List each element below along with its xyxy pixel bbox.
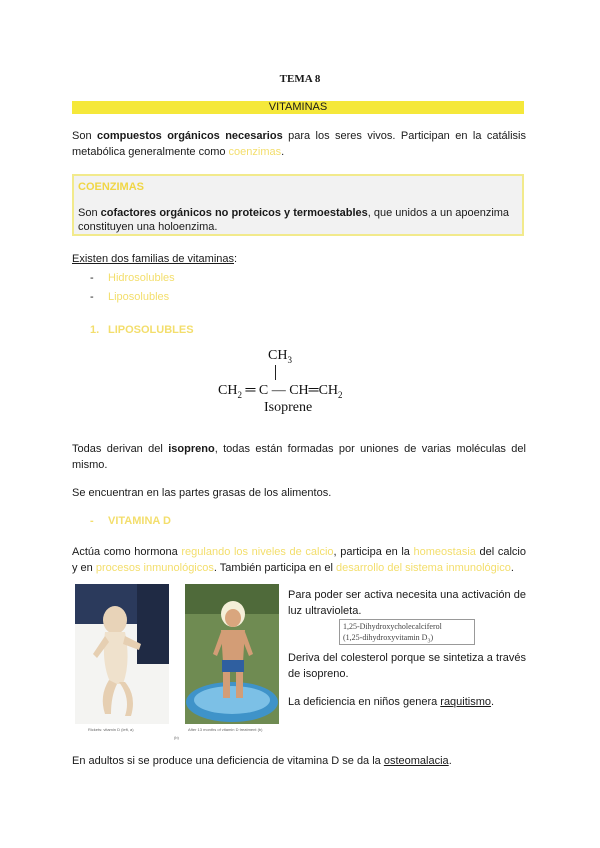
vitamin-d-paragraph: Actúa como hormona regulando los niveles de calcio, participa en la homeostasia del calcio y en procesos inmunológicos. También participa en el desarrollo del sistema inmunológico.	[72, 546, 526, 574]
fat-paragraph: Se encuentran en las partes grasas de los alimentos.	[72, 487, 332, 499]
uv-activation-text: Para poder ser activa necesita una activación de luz ultravioleta.	[288, 589, 526, 617]
intro-paragraph: Son compuestos orgánicos necesarios para los seres vivos. Participan en la catálisis metabólica generalmente como coenzimas.	[72, 130, 526, 158]
adult-paragraph: En adultos si se produce una deficiencia de vitamina D se da la osteomalacia.	[72, 755, 452, 767]
isoprene-paragraph: Todas derivan del isopreno, todas están formadas por uniones de varias moléculas del mismo.	[72, 443, 526, 471]
bullet-dash: -	[90, 272, 94, 284]
isoprene-label: Isoprene	[264, 400, 313, 415]
section-banner: VITAMINAS	[72, 101, 524, 114]
treated-child-photo-image	[185, 584, 279, 724]
box-text: Son cofactores orgánicos no proteicos y termoestables, que unidos a un apoenzima constituyen una holoenzima.	[78, 207, 510, 233]
families-heading: Existen dos familias de vitaminas:	[72, 253, 238, 265]
section-number: 1.	[90, 324, 100, 336]
bullet-dash: -	[90, 515, 94, 527]
photo-caption-mark: (b)	[174, 735, 179, 740]
list-item: Hidrosolubles	[108, 272, 175, 284]
coenzymes-box	[72, 174, 524, 236]
formula-box: 1,25-Dihydroxycholecalciferol (1,25-dihydroxyvitamin $D_3$)	[339, 619, 475, 645]
section-heading: LIPOSOLUBLES	[108, 324, 194, 336]
box-heading: COENZIMAS	[78, 181, 144, 193]
cholesterol-text: Deriva del colesterol porque se sintetiza a través de isopreno.	[288, 652, 526, 680]
list-item: Liposolubles	[108, 291, 170, 303]
photo-caption-b: After 13 months of vitamin D treatment (b)	[188, 727, 263, 732]
rickets-photo-image	[75, 584, 169, 724]
bullet-dash: -	[90, 291, 94, 303]
rickets-photo	[75, 584, 169, 724]
treated-child-photo	[185, 584, 279, 724]
isoprene-chain: $CH_2$ ═ C — $CH═CH_2$	[218, 383, 343, 400]
rickets-text: La deficiencia en niños genera raquitismo.	[288, 696, 495, 708]
photo-caption-a: Rickets: vitamin D (left, a)	[88, 727, 134, 732]
isoprene-ch3: $CH_3$	[268, 348, 292, 365]
bond-line	[275, 365, 276, 380]
vitamin-d-heading: VITAMINA D	[108, 515, 171, 527]
page-title: TEMA 8	[279, 73, 321, 85]
